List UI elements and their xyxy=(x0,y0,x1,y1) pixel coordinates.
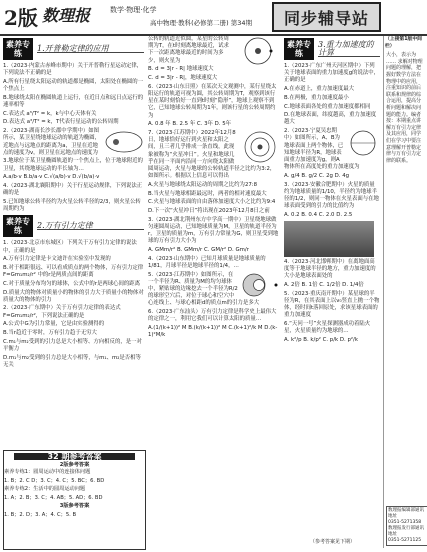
option-text: C.m₁与m₂受到的引力总是大小相等、方向相反的，是一对平衡力 xyxy=(3,338,142,352)
option-text: A. 2倍 B. 1倍 C. 1/2倍 D. 1/4倍 xyxy=(284,282,364,289)
edition-label: 2版 xyxy=(4,6,38,30)
question-text: 5.（2023·江苏期中）如图所示，在一个半径为R、质量为M的均匀球体中，紧贴球的边缘挖去一个半径为R/2的球形空穴后，对位于球心和空穴中心连线上、与球心相距d的质点m的引力是多大 xyxy=(148,271,260,307)
question-text: 4.（2023·河北邯郸期中）在离地面高度等于地球半径的地方，重力加速度的大小是地球表面处的 xyxy=(284,259,376,280)
answer-line: 素养专练2：生活中的圆周运动问题 xyxy=(4,486,86,492)
question-text: 6.（2023·山东日照）在某次天文观测中，某行星绕太阳运行的轨道可视为圆，其公转周期为T，观察到该行星在某时刻恰好一直到t时刻“隐形”，地球上观察不到它，已知地球公转周期为1年，则该行星的公转周期约为 xyxy=(148,83,277,119)
brand-subtitle: 数学·物理·化学 xyxy=(110,6,157,14)
option-text: D.m₁与m₂受到的引力总是大小相等，与m₁、m₂是否相等无关 xyxy=(3,354,141,368)
section-banner: 同步辅导站 xyxy=(272,2,381,32)
option-text: A.a/b·v B.b/a·v C.√(a/b)·v D.√(b/a)·v xyxy=(3,174,100,181)
column-3 xyxy=(284,36,380,548)
question-text: 5.（2023·重庆南开期中）某星球的半径为R，在其表面上以v₀竖直上抛一个物体，经时间t落回原处，求该星球表面的重力加速度 xyxy=(284,290,380,319)
answer-line: 3版参考答案 xyxy=(59,503,90,509)
earth-figure xyxy=(346,128,380,158)
contact-title-2: 数理报发行部通讯地址 xyxy=(388,526,424,537)
section-header-3 xyxy=(284,38,380,60)
contact-box xyxy=(386,506,427,546)
question-text: 4.（2023·湖北襄阳期中）关于行星运动规律，下列说法正确的是 xyxy=(3,183,143,197)
section-tag: 素养专练 xyxy=(3,38,33,60)
option-text: A.所有行星绕太阳运动的轨道都是椭圆，太阳处在椭圆的一个焦点上 xyxy=(3,78,144,93)
issue-info: 高中物理·教科(必修第二册) 第34期 xyxy=(150,19,252,27)
answers-box xyxy=(3,450,146,550)
option-text: A. g/4 B. g/2 C. 2g D. 4g xyxy=(284,172,350,179)
option-text: D.在地球表面，纬度越高，重力加速度越大 xyxy=(284,112,377,126)
question-text: 公转的轨道近似圆，某星的公转周期为T，在t时刻离地球最近，试求下一次距离地球最近的时间为多少，则火星为 xyxy=(148,36,229,64)
contact-title: 数理报编辑部通讯地址 xyxy=(388,508,424,519)
option-text: B.在两极，重力加速度最小 xyxy=(284,94,349,101)
option-text: D.下一次“火星冲日”将出现在2023年12月8日之前 xyxy=(148,207,270,214)
question-text: 2.（2023·宁夏吴忠期中）如图所示，A、B为地球表面上两个物体，已知地球半径为R，地球表面重力加速度为g，则A物体所在高度处的重力加速度为 xyxy=(284,128,360,171)
option-text: A.公式中G为引力常量，它是由实验测得的 xyxy=(3,321,105,328)
mars-earth-figure xyxy=(240,130,280,164)
question-text: 2.（2023·湖南长沙长郡中学期中）如图所示，某卫星绕地球运动的轨道为椭圆，近地点与远地点的距离为a，卫星在近地点的速度为v，则卫星在远地点的速度为 xyxy=(3,128,101,156)
option-text: A. 0.2 B. 0.4 C. 2.0 D. 2.5 xyxy=(284,211,353,218)
hollow-sphere-figure xyxy=(240,272,280,298)
option-text: D.质量大的物体对质量小的物体的引力大于质量小的物体对质量大的物体的引力 xyxy=(3,289,144,303)
option-text: A.火星与地球绕太阳运动的周期之比约为27:8 xyxy=(148,181,258,188)
option-text: A.在赤道上，重力加速度最大 xyxy=(284,86,354,93)
contact-phone: 0351-5271358 xyxy=(388,520,422,525)
question-text: 3.（2023·湖北荆州东方中学高一期中）卫星绕地球做匀速圆周运动，已知地球质量为M，卫星的轨道半径为r，卫星的质量为m，万有引力常量为G，则卫星受到地球的万有引力大小为 xyxy=(148,216,279,245)
ellipse-orbit-figure xyxy=(104,129,144,155)
question-text: 1.（2023·内蒙古赤峰市期中）关于开普勒行星运动定律，下列说法不正确的是 xyxy=(3,63,143,77)
question-text: 7.（2023·江苏期中）2022年12月8日，地球恰好运行到火星和太阳之间，且三者几乎排成一条直线，此现象被称为“火星冲日”。火星和地球几乎在同一平面内沿同一方向绕太阳做圆周运动，火星与地球的公转轨道半径之比约为3:2，如图所示。根据以上信息可以得出 xyxy=(148,129,276,180)
orbit-figure xyxy=(236,36,280,66)
page-header xyxy=(0,0,427,36)
option-text: C.表达式 a³/T² = k，k与中心天体有关 xyxy=(3,110,97,117)
question-text: 3.（2023·安徽合肥期中）火星的质量约为地球质量的1/10，半径约为地球半径的1/2，则同一物体在火星表面与在地球表面受到的引力的比值约为 xyxy=(284,181,379,210)
answer-line: 1. B；2. D；3. A；4. C；5. B xyxy=(4,511,77,518)
sidebar-text: 大小，表示为 …… 求解对物理问题的理解，把握好数学方法在物理中的应用，注重知识的前后联系和规律的综合运用，提高分析问题和解决问题的能力。编者按：本期重点讲解万有引力定律及其应用，同学们在学习中要注意理解开普勒定律与万有引力定律的联系。 xyxy=(386,52,423,164)
option-text: A. GMm/r² B. GMm/r C. GM/r² D. Gm/r xyxy=(148,246,249,253)
question-text: 1.（2023·广东广州天河区期中）下列关于地球表面的重力加速度g的说法中，正确的是 xyxy=(284,63,380,84)
option-text: C.地球表面各处的重力加速度都相同 xyxy=(284,103,371,110)
option-text: A.(1/(k+1))² M B.(k/(k+1))² M C.(k+1)²/k M D.(k-1)²M/k xyxy=(148,325,278,339)
question-text: 3.地球位于某卫星椭圆轨道的一个焦点上，位于地球附近的卫星，其绕地球运动的半长轴为… xyxy=(3,158,143,172)
option-text: B.地球绕太阳在椭圆轨道上运行，在近日点和远日点运行的速率相等 xyxy=(3,94,144,109)
section-header-2 xyxy=(3,215,144,237)
sidebar-column xyxy=(383,36,426,548)
answer-line: 1. A；2. B；3. C；4. AB；5. AD；6. BD xyxy=(4,494,103,501)
section-tag: 素养专练 xyxy=(284,38,314,60)
option-text: C.火星与地球表面的自由落体加速度大小之比约为9:4 xyxy=(148,199,276,206)
section-title: 1.开普勒定律的应用 xyxy=(37,45,144,53)
sidebar-label: （上接第1版中间栏） xyxy=(385,37,422,49)
option-text: C. d = 3|r - R|，地球速度大 xyxy=(148,75,218,82)
question-text: 6.（2023·广东汕头）万有引力定律是科学史上最伟大的定律之一，利用它我们可以计算太阳的质量… xyxy=(148,309,277,323)
option-text: B.当r趋近于零时，万有引力趋于无穷大 xyxy=(3,330,97,337)
question-text: 5.已知地球公转半径约为火星公转半径的2/3，则火星公转周期约为 xyxy=(3,198,141,213)
section-header-1 xyxy=(3,38,144,60)
option-text: A. k²/p B. k/p² C. p/k D. p²/k xyxy=(284,337,358,344)
option-text: D.表达式 a³/T² = k，T代表行星运动的公转周期 xyxy=(3,119,119,126)
brand-logo: 数理报 xyxy=(42,6,91,25)
answers-title: 32 期参考答案 xyxy=(14,453,135,460)
section-tag: 素养专练 xyxy=(3,215,33,237)
option-text: A.万有引力定律是卡文迪许在实验室中发现的 xyxy=(3,256,111,263)
question-text: 2.（2023·广东期中）关于万有引力定律的表达式 F=Gm₁m₂/r²，下列说法正确的是 xyxy=(3,305,121,319)
question-text: 1.（2023·北京市东城区）下列关于万有引力定律的说法中，正确的是 xyxy=(3,240,137,254)
option-text: A. 0.8 年 B. 2.5 年 C. 3年 D. 5年 xyxy=(148,121,232,128)
question-text: 4.（2023·山东期中）已知月球质量是地球质量的1/81，月球半径是地球半径的1/4，… xyxy=(148,255,266,269)
contact-phone-2: 0351-5271125 xyxy=(388,538,422,543)
continued-note: （参考答案见下期） xyxy=(310,539,356,545)
option-text: B.对于相距很远、可以看成质点的两个物体，万有引力定律 F=Gm₁m₂/r² 中的r是两质点间的距离 xyxy=(3,264,144,279)
mars-photo xyxy=(284,221,374,257)
option-text: C.对于质量分布均匀的球体，公式中的r是两球心间的距离 xyxy=(3,280,141,287)
section-title: 2.万有引力定律 xyxy=(37,222,144,230)
column-2 xyxy=(148,36,280,548)
question-text: 6.“天问一号”火星探测器成功着陆火星，火星质量约为地球的… xyxy=(284,321,371,335)
option-text: B. d = 3|r - R| 地球速度大 xyxy=(148,66,214,73)
option-text: B.当火星与地球相距最远时，两者的相对速度最大 xyxy=(148,190,267,197)
column-1 xyxy=(3,36,144,446)
answer-line: 1. B；2. C D；3. C；4. C；5. BC；6. BD xyxy=(4,477,105,484)
answer-line: 素养专练1：圆周运动中的连接体问题 xyxy=(4,469,91,475)
section-title: 3.重力加速度的计算 xyxy=(318,41,380,56)
answers-subtitle: 2版参考答案 xyxy=(59,462,90,468)
